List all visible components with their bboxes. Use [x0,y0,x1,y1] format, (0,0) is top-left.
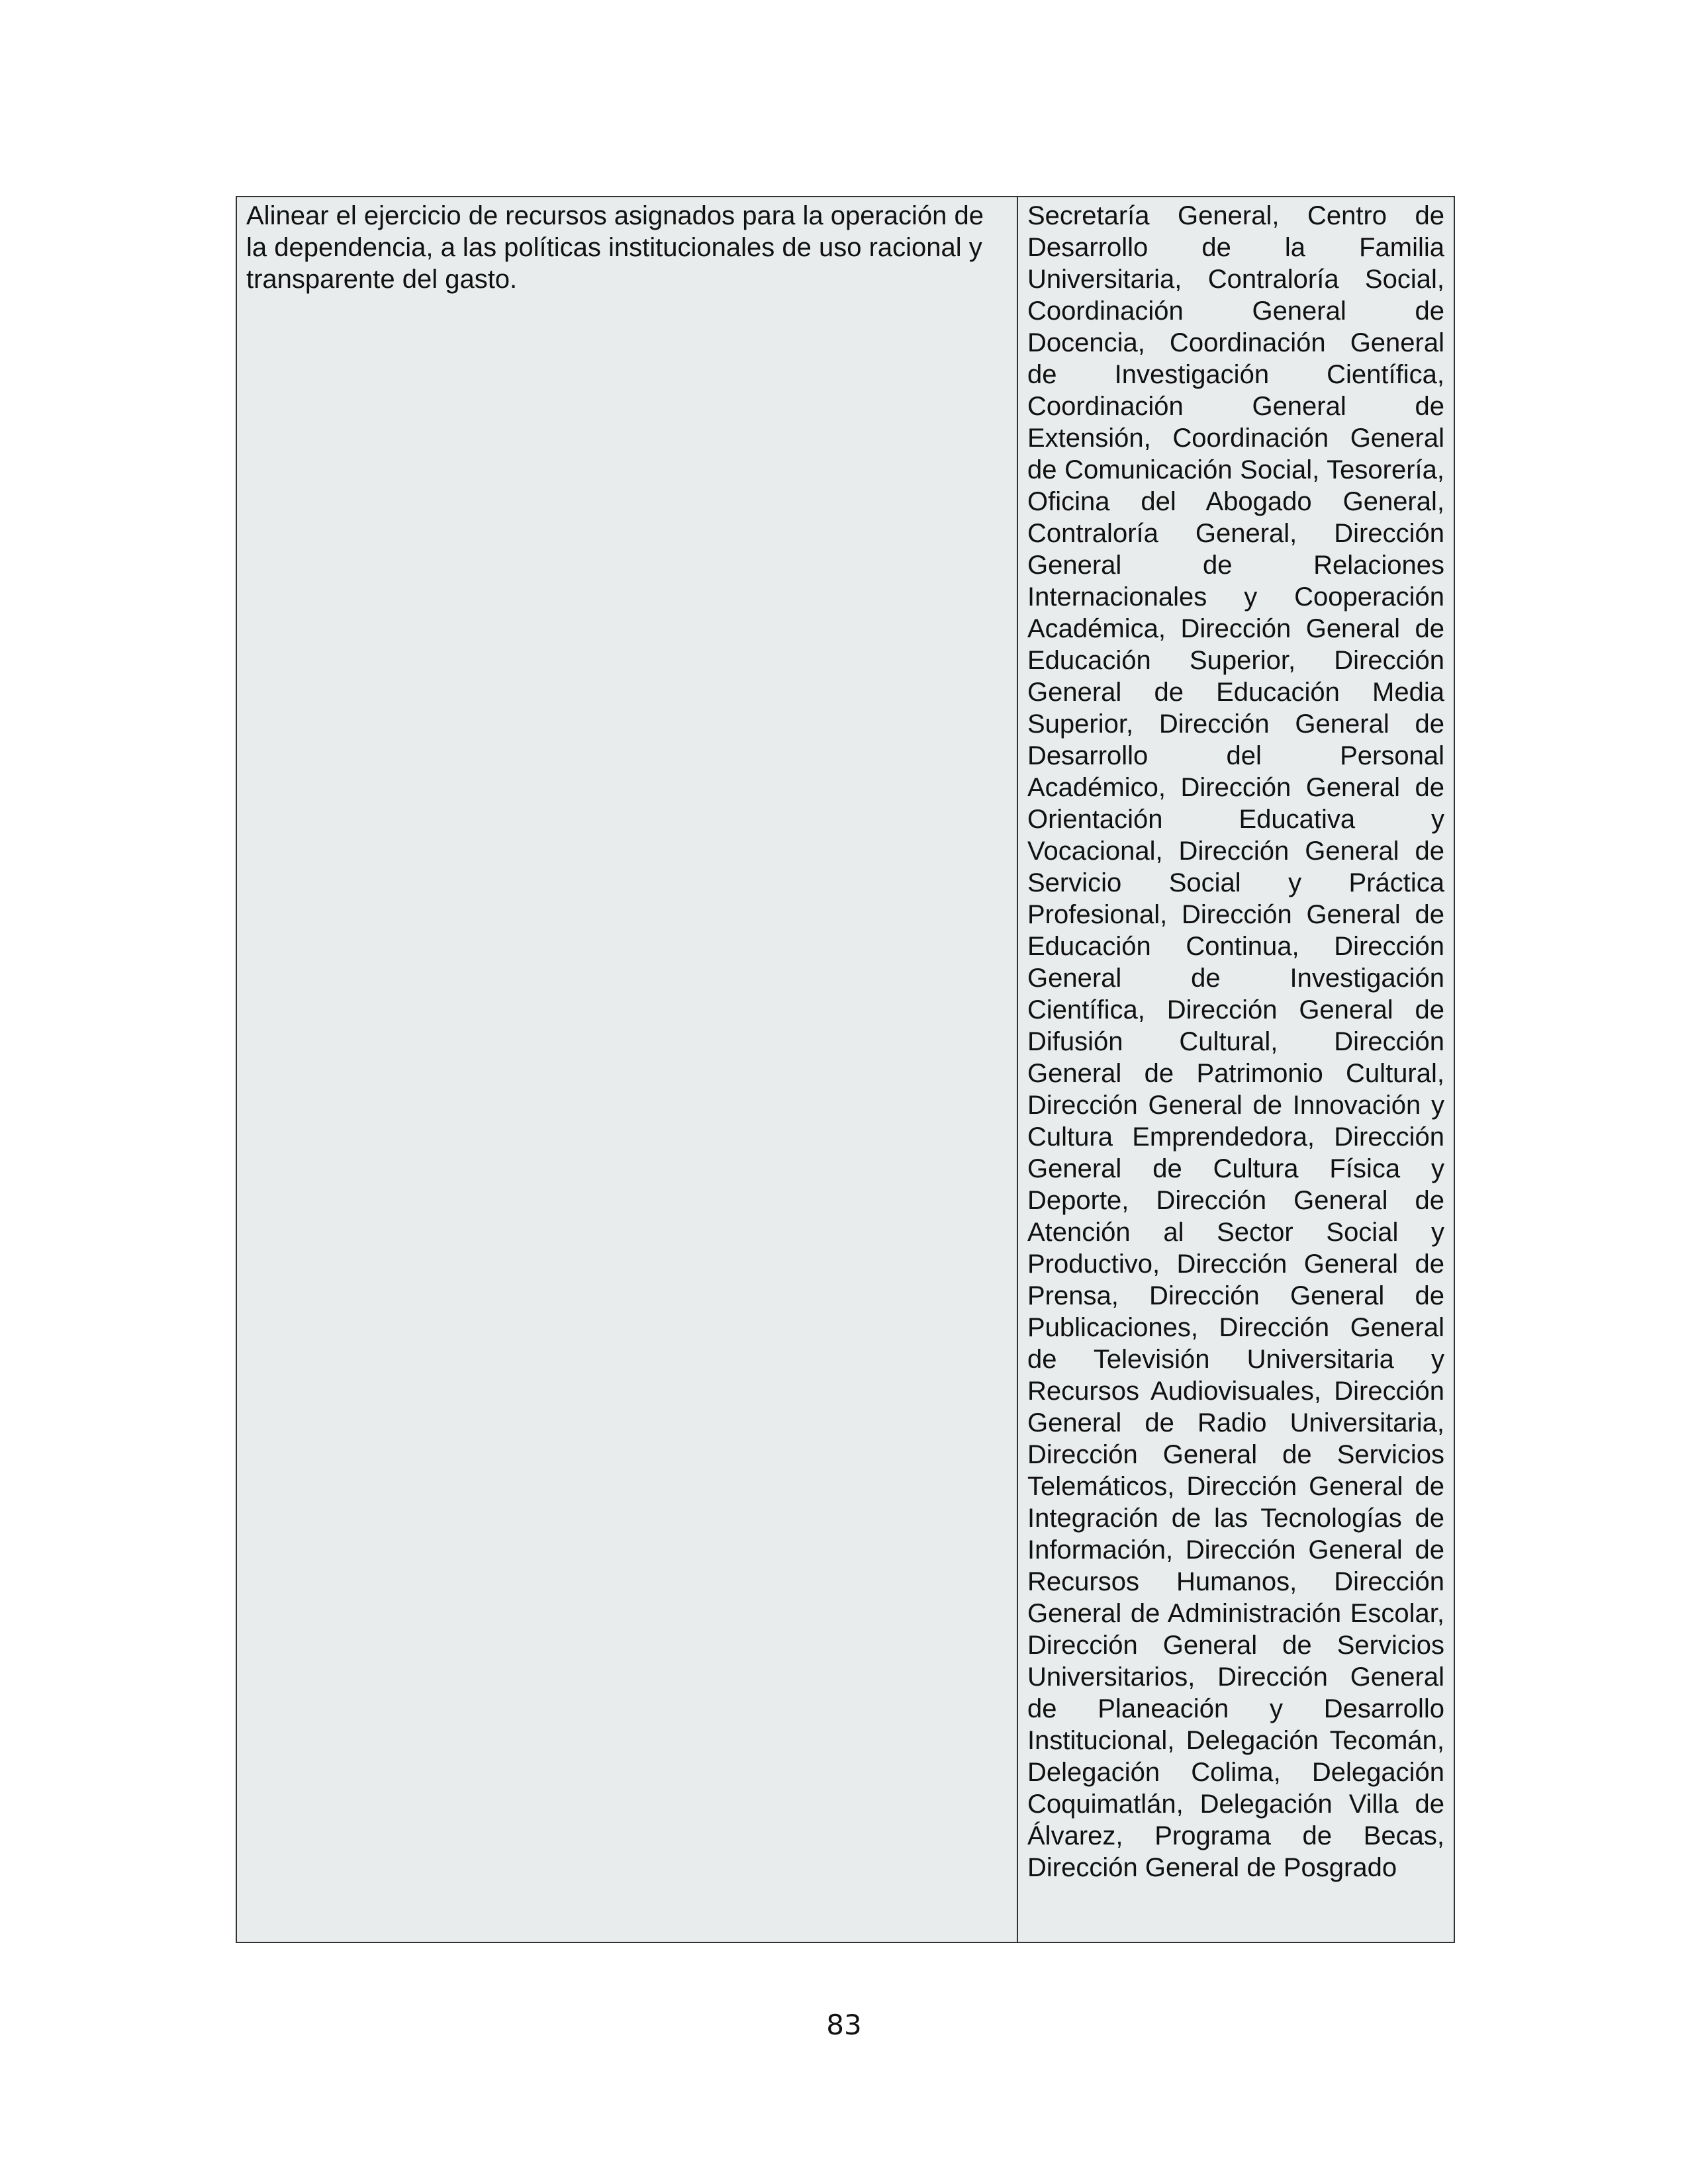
page-number: 83 [826,2009,862,2041]
responsible-units-cell [1017,197,1454,1942]
responsible-units-text: Secretaría General, Centro de Desarrollo de la Familia Universitaria, Contraloría Social, Coordinación General de Docencia, Coordinación General de Investigación Científica, Coordinación General de Extensión, Coordinación General de Comunicación Social, Tesorería, Oficina del Abogado General, Contraloría General, Dirección General de Relaciones Internacionales y Cooperación Académica, Dirección General de Educación Superior, Dirección General de Educación Media Superior, Dirección General de Desarrollo del Personal Académico, Dirección General de Orientación Educativa y Vocacional, Dirección General de Servicio Social y Práctica Profesional, Dirección General de Educación Continua, Dirección General de Investigación Científica, Dirección General de Difusión Cultural, Dirección General de Patrimonio Cultural, Dirección General de Innovación y Cultura Emprendedora, Dirección General de Cultura Física y Deporte, Dirección General de Atención al Sector Social y Productivo, Dirección General de Prensa, Dirección General de Publicaciones, Dirección General de Televisión Universitaria y Recursos Audiovisuales, Dirección General de Radio Universitaria, Dirección General de Servicios Telemáticos, Dirección General de Integración de las Tecnologías de Información, Dirección General de Recursos Humanos, Dirección General de Administración Escolar, Dirección General de Servicios Universitarios, Dirección General de Planeación y Desarrollo Institucional, Delegación Tecomán, Delegación Colima, Delegación Coquimatlán, Delegación Villa de Álvarez, Programa de Becas, Dirección General de Posgrado [1027,201,1444,1882]
table-row [236,197,1454,1942]
objectives-table [236,196,1455,1943]
objective-cell [236,197,1017,1942]
objective-text: Alinear el ejercicio de recursos asignados para la operación de la dependencia, a las políticas institucionales de uso racional y transparente del gasto. [246,201,984,294]
